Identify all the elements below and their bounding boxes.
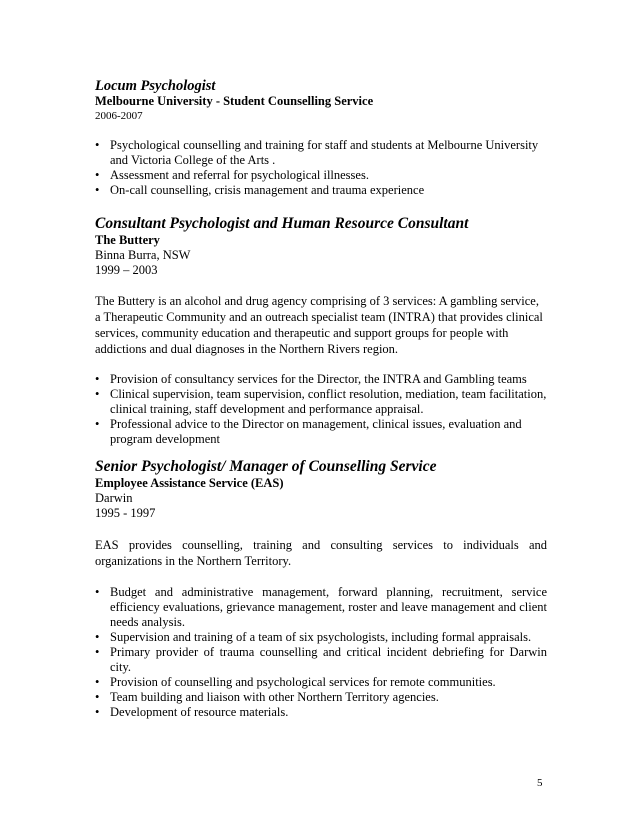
list-item: • Assessment and referral for psychological illnesses.	[95, 168, 547, 183]
list-item: • Budget and administrative management, forward planning, recruitment, service efficiency evaluations, grievance management, roster and leave management and client needs analysis.	[95, 585, 547, 630]
job-entry-locum-psychologist	[95, 78, 547, 198]
job-entry-consultant-psychologist	[95, 215, 547, 447]
job-entry-senior-psychologist	[95, 458, 547, 720]
job-duties-list	[95, 585, 547, 720]
list-item: • Primary provider of trauma counselling and critical incident debriefing for Darwin city.	[95, 645, 547, 675]
page-number: 5	[537, 777, 543, 789]
list-item: • Clinical supervision, team supervision, conflict resolution, mediation, team facilitation, clinical training, staff development and performance appraisal.	[95, 387, 547, 417]
list-item: • Professional advice to the Director on management, clinical issues, evaluation and program development	[95, 417, 547, 447]
job-organisation: The Buttery	[95, 233, 160, 247]
job-dates: 2006-2007	[95, 110, 143, 122]
list-item: • On-call counselling, crisis management and trauma experience	[95, 183, 547, 198]
job-description: EAS provides counselling, training and consulting services to individuals and organizations in the Northern Territory.	[95, 538, 547, 568]
job-duties-list	[95, 372, 547, 447]
list-item: • Provision of consultancy services for the Director, the INTRA and Gambling teams	[95, 372, 547, 387]
list-item: • Provision of counselling and psychological services for remote communities.	[95, 675, 547, 690]
list-item: • Psychological counselling and training for staff and students at Melbourne University and Victoria College of the Arts .	[95, 138, 547, 168]
resume-page	[95, 78, 547, 720]
list-item: • Development of resource materials.	[95, 705, 547, 720]
job-organisation: Employee Assistance Service (EAS)	[95, 476, 284, 490]
list-item: • Supervision and training of a team of six psychologists, including formal appraisals.	[95, 630, 547, 645]
job-duties-list	[95, 138, 547, 198]
job-title: Consultant Psychologist and Human Resource Consultant	[95, 215, 469, 232]
job-location: Binna Burra, NSW	[95, 248, 191, 262]
job-dates: 1999 – 2003	[95, 263, 158, 277]
job-organisation: Melbourne University - Student Counselling Service	[95, 94, 374, 108]
job-location: Darwin	[95, 491, 133, 505]
job-title: Senior Psychologist/ Manager of Counselling Service	[95, 458, 437, 475]
list-item: • Team building and liaison with other Northern Territory agencies.	[95, 690, 547, 705]
job-dates: 1995 - 1997	[95, 506, 156, 520]
job-description: The Buttery is an alcohol and drug agency comprising of 3 services: A gambling service, a Therapeutic Community and an outreach specialist team (INTRA) that provides clinical services, community education and therapeutic and support groups for people with addictions and dual diagnoses in the Northern Rivers region.	[95, 294, 543, 356]
job-title: Locum Psychologist	[95, 78, 216, 94]
